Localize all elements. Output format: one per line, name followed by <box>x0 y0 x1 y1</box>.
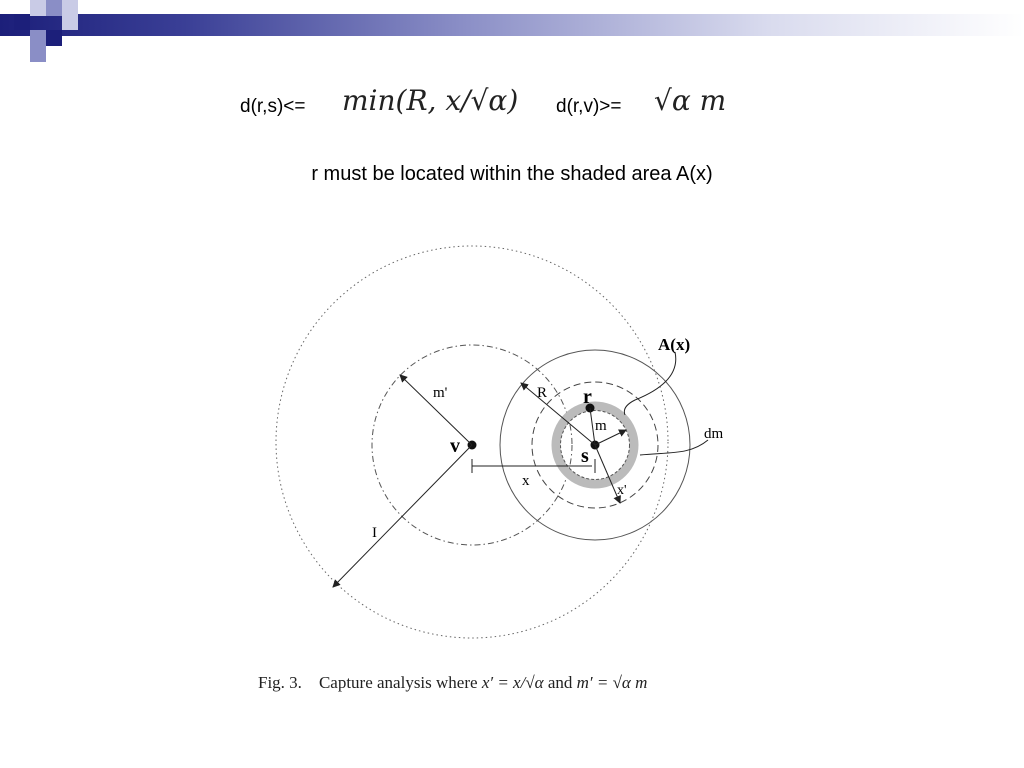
caption-fig-number: Fig. 3. <box>258 673 302 692</box>
header-square <box>30 46 46 62</box>
label-x: x <box>522 473 530 489</box>
caption-text: Capture analysis where <box>318 673 478 692</box>
caption-and: and <box>547 673 573 692</box>
header-square <box>30 0 46 16</box>
header-square <box>46 30 62 46</box>
label-s: s <box>581 445 589 467</box>
formula-row <box>0 84 1024 130</box>
header-square <box>62 14 78 30</box>
formula-left-label: d(r,s)<= <box>240 96 306 117</box>
header-square <box>30 30 46 46</box>
formula-right-expression: √α m <box>654 84 727 117</box>
formula-right-label: d(r,v)>= <box>556 96 622 117</box>
header-square <box>46 0 62 16</box>
label-v: v <box>450 435 460 457</box>
header-bar <box>0 14 1024 36</box>
dm-leader-line <box>640 440 708 455</box>
label-r: r <box>583 386 592 408</box>
label-m: m <box>595 418 607 434</box>
figure-caption <box>258 673 647 693</box>
label-A: A(x) <box>658 335 691 354</box>
label-I: I <box>372 525 377 541</box>
label-x-prime: x' <box>617 483 627 498</box>
label-R: R <box>537 385 548 401</box>
label-dm: dm <box>704 426 724 442</box>
I-arrow <box>333 445 472 587</box>
caption-eq2: m′ = √α m <box>576 673 648 692</box>
label-m-prime: m' <box>433 385 448 401</box>
capture-analysis-diagram <box>240 240 760 650</box>
slide-subtitle: r must be located within the shaded area A(x) <box>311 163 713 185</box>
caption-eq1: x′ = x/√α <box>481 673 544 692</box>
header-square <box>14 14 30 30</box>
formula-left-expression: min(R, x/√α) <box>342 84 519 117</box>
